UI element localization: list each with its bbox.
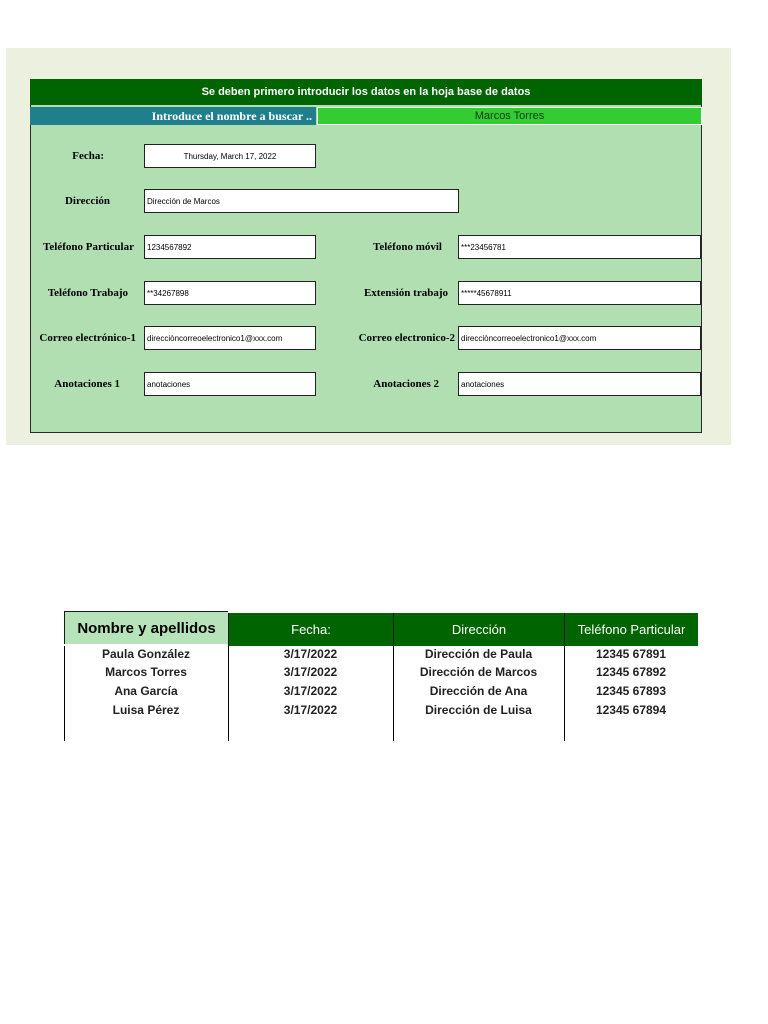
anotaciones2-field[interactable]: anotaciones [458,372,701,396]
fecha-label: Fecha: [72,150,104,162]
table-cell: 12345 67893 [595,684,667,698]
table-cell: Ana García [114,684,178,698]
fecha-field[interactable]: Thursday, March 17, 2022 [144,144,316,168]
extension-field[interactable]: *****45678911 [458,281,701,305]
table-cell: 12345 67892 [595,665,667,679]
tel-movil-field[interactable]: ***23456781 [458,235,701,259]
table-cell: 3/17/2022 [283,703,338,717]
correo2-field[interactable]: direcciòncorreoelectronico1@xxx.com [458,326,701,350]
header-nombre: Nombre y apellidos [64,611,228,644]
correo1-label: Correo electrónico-1 [39,332,136,344]
header-telefono: Teléfono Particular [564,613,698,646]
direccion-label: Dirección [64,195,110,207]
header-direccion: Dirección [393,613,564,646]
anotaciones1-field[interactable]: anotaciones [144,372,316,396]
table-cell: Luisa Pérez [112,703,180,717]
anotaciones2-label: Anotaciones 2 [373,378,439,390]
search-name-label: Introduce el nombre a buscar .. [30,107,316,125]
tel-particular-field[interactable]: 1234567892 [144,235,316,259]
extension-label: Extensión trabajo [363,287,448,299]
correo2-label: Correo electronico-2 [358,332,455,344]
tel-trabajo-label: Teléfono Trabajo [47,287,128,299]
table-cell: 3/17/2022 [283,665,338,679]
table-cell: Paula González [101,647,191,661]
anotaciones1-label: Anotaciones 1 [54,378,120,390]
table-cell: 3/17/2022 [283,684,338,698]
instruction-banner: Se deben primero introducir los datos en la hoja base de datos [30,79,702,105]
table-cell: Dirección de Luisa [425,703,532,717]
table-cell: 12345 67891 [595,647,667,661]
search-name-input[interactable]: Marcos Torres [317,107,702,125]
direccion-field[interactable]: Dirección de Marcos [144,189,459,213]
data-table [64,611,698,741]
header-fecha: Fecha: [228,613,393,646]
tel-movil-label: Teléfono móvil [373,241,442,253]
table-cell: Dirección de Marcos [419,665,538,679]
tel-trabajo-field[interactable]: **34267898 [144,281,316,305]
table-cell: Marcos Torres [105,665,187,679]
table-cell: Dirección de Ana [429,684,528,698]
table-cell: 12345 67894 [595,703,667,717]
table-cell: 3/17/2022 [283,647,338,661]
tel-particular-label: Teléfono Particular [43,241,134,253]
table-cell: Dirección de Paula [424,647,533,661]
correo1-field[interactable]: direcciòncorreoelectronico1@xxx.com [144,326,316,350]
